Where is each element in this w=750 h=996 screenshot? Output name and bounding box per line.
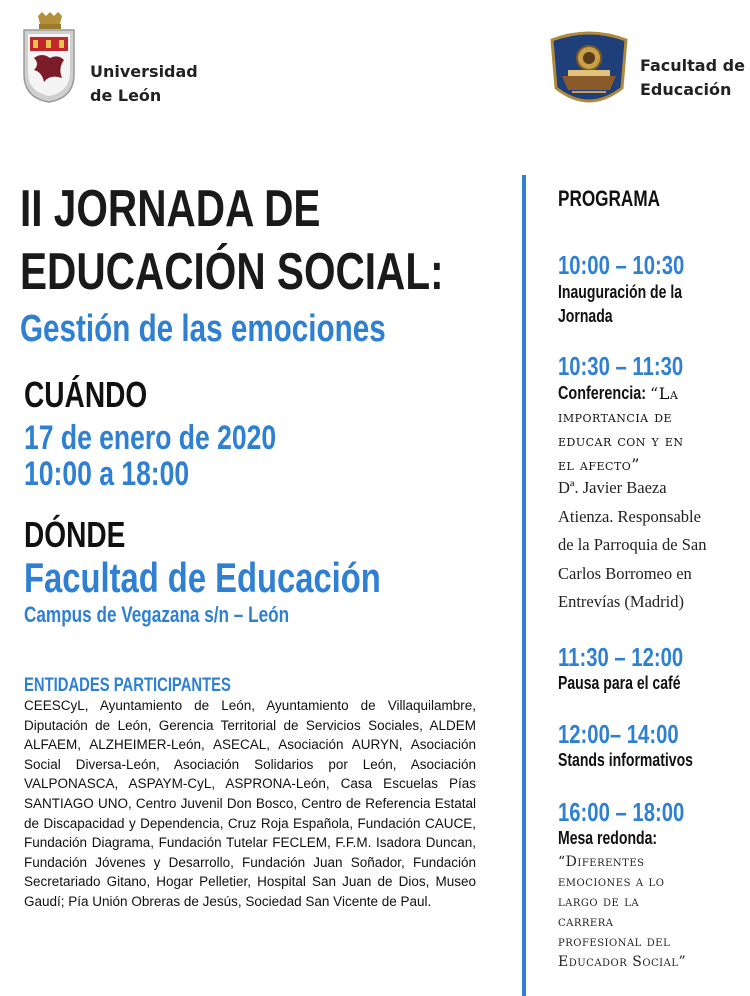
faculty-name-line2: Educación xyxy=(640,80,732,99)
when-heading-text: CUÁNDO xyxy=(24,374,148,415)
speaker-line2: Atienza. Responsable xyxy=(558,506,701,526)
conference-quote-line4: el afecto” xyxy=(558,455,640,474)
program-item-1-line2: Jornada xyxy=(558,306,613,326)
when-heading xyxy=(24,375,182,415)
event-date-text: 17 de enero de 2020 xyxy=(24,419,277,457)
entities-heading xyxy=(24,676,289,696)
university-shield-icon xyxy=(20,12,78,104)
university-name xyxy=(90,60,198,108)
program-heading xyxy=(558,186,689,212)
event-time xyxy=(24,456,236,492)
program-item-2-time xyxy=(558,352,718,380)
speaker-line4: Carlos Borromeo en xyxy=(558,563,692,583)
event-title-line1 xyxy=(20,182,405,236)
column-divider xyxy=(522,175,526,996)
faculty-name xyxy=(640,54,745,102)
program-item-4-title xyxy=(558,748,731,772)
event-title-text1: II JORNADA DE xyxy=(20,180,321,238)
round-table-line1: “Diferentes xyxy=(558,854,645,870)
entities-heading-text: ENTIDADES PARTICIPANTES xyxy=(24,675,231,696)
round-table-line4: carrera xyxy=(558,914,614,930)
speaker-line1: Dª. Javier Baeza xyxy=(558,478,667,497)
conference-quote-line1: “La xyxy=(650,384,679,403)
speaker-line5: Entrevías (Madrid) xyxy=(558,592,684,611)
conference-speaker xyxy=(558,474,748,617)
event-time-text: 10:00 a 18:00 xyxy=(24,455,190,493)
program-item-3-line1: Pausa para el café xyxy=(558,673,681,693)
event-place xyxy=(24,555,481,601)
round-table-line3: largo de la xyxy=(558,894,640,910)
conference-label: Conferencia: xyxy=(558,383,647,403)
faculty-emblem-icon xyxy=(548,30,630,110)
program-item-1-time xyxy=(558,251,720,279)
where-heading-text: DÓNDE xyxy=(24,514,126,555)
entities-list: CEESCyL, Ayuntamiento de León, Ayuntamiento de Villaquilambre, Diputación de León, Gerencia Territorial de Servicios Sociales, ALDEM ALFAEM, ALZHEIMER-León, ASECAL, Asociación AURYN, Asociación Social Diversa-León, Asociación Solidarios por León, Asociación VALPONASCA, ASPAYM-CyL, ASPRONA-León, Casa Escuelas Pías SANTIAGO UNO, Centro Juvenil Don Bosco, Centro de Referencia Estatal de Discapacidad y Dependencia, Cruz Roja Española, Fundación CAUCE, Fundación Diagrama, Fundación Tutelar FECLEM, F.F.M. Isadora Duncan, Fundación Jóvenes y Desarrollo, Fundación Juan Soñador, Fundación Secretariado Gitano, Hogar Pelletier, Hospital San Juan de Dios, Museo Gaudí; Pía Unión Obreras de Jesús, Sociedad San Vicente de Paul. xyxy=(24,698,476,909)
program-time-text: 12:00– 14:00 xyxy=(558,719,679,749)
event-address-text: Campus de Vegazana s/n – León xyxy=(24,602,290,627)
round-table-line5: profesional del xyxy=(558,934,671,950)
program-item-4-line1: Stands informativos xyxy=(558,750,693,770)
program-item-3-time xyxy=(558,643,718,671)
program-time-text: 16:00 – 18:00 xyxy=(558,797,685,827)
event-subtitle xyxy=(20,307,489,351)
where-heading xyxy=(24,515,154,555)
event-date xyxy=(24,420,347,456)
faculty-name-line1: Facultad de xyxy=(640,56,745,75)
program-item-2-conference xyxy=(558,381,748,406)
program-item-5-line1: Mesa redonda: xyxy=(558,828,658,848)
program-item-5-time xyxy=(558,798,720,826)
event-title-text2: EDUCACIÓN SOCIAL: xyxy=(20,243,444,301)
program-item-1-line1: Inauguración de la xyxy=(558,282,683,302)
program-item-3-title xyxy=(558,671,715,695)
round-table-quote xyxy=(558,852,686,972)
conference-quote-line2: importancia de xyxy=(558,407,673,426)
program-item-4-time xyxy=(558,720,713,748)
conference-quote-line3: educar con y en xyxy=(558,431,684,450)
program-item-5-title xyxy=(558,826,685,850)
program-item-1-title xyxy=(558,280,717,328)
round-table-line6: Educador Social” xyxy=(558,954,687,970)
event-subtitle-text: Gestión de las emociones xyxy=(20,308,386,350)
event-place-text: Facultad de Educación xyxy=(24,554,381,601)
conference-quote xyxy=(558,405,684,477)
round-table-line2: emociones a lo xyxy=(558,874,665,890)
university-name-line2: de León xyxy=(90,86,162,105)
speaker-line3: de la Parroquia de San xyxy=(558,535,707,554)
program-time-text: 11:30 – 12:00 xyxy=(558,642,684,672)
program-heading-text: PROGRAMA xyxy=(558,186,661,211)
program-time-text: 10:30 – 11:30 xyxy=(558,351,684,381)
university-name-line1: Universidad xyxy=(90,62,198,81)
event-title-line2 xyxy=(20,245,563,299)
program-time-text: 10:00 – 10:30 xyxy=(558,250,685,280)
event-address xyxy=(24,602,364,628)
